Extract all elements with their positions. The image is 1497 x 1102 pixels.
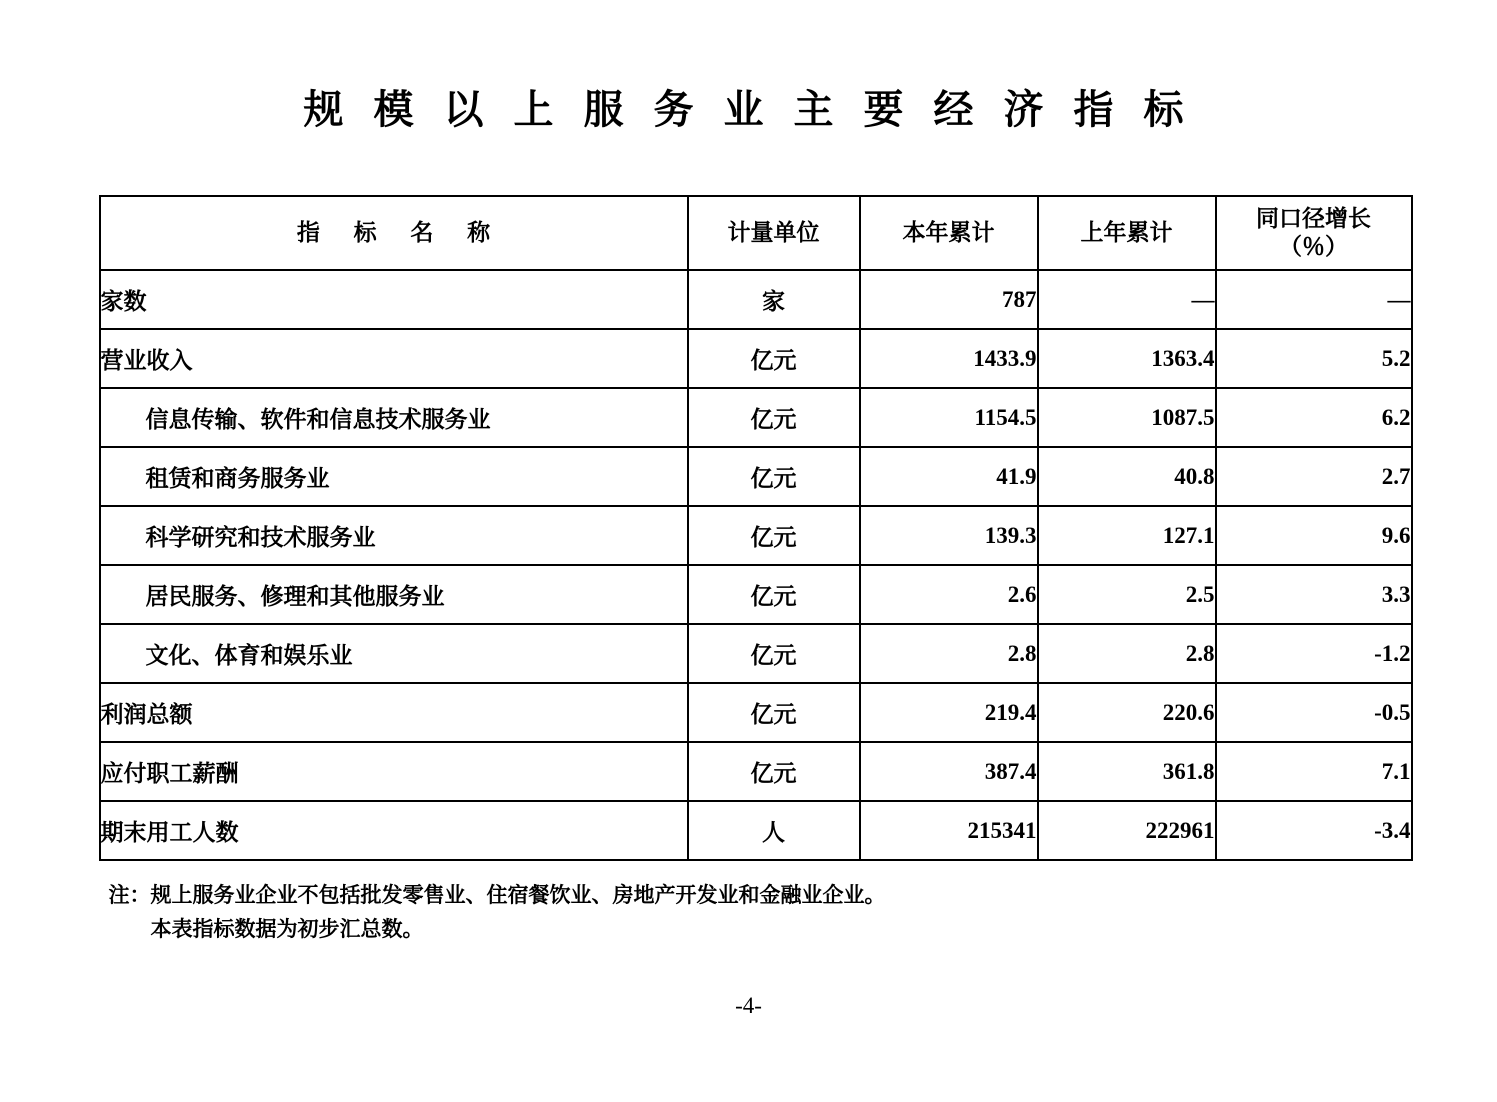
cell-current-year: 219.4: [860, 683, 1038, 742]
table-row: [100, 506, 1412, 565]
table-body: [100, 270, 1412, 860]
cell-previous-year: 40.8: [1038, 447, 1216, 506]
cell-current-year: 215341: [860, 801, 1038, 860]
cell-growth: 9.6: [1216, 506, 1412, 565]
table-header-row: [100, 196, 1412, 270]
cell-current-year: 41.9: [860, 447, 1038, 506]
table-notes: [99, 879, 1399, 946]
cell-unit: 亿元: [688, 624, 860, 683]
column-header-unit: 计量单位: [688, 196, 860, 270]
cell-unit: 亿元: [688, 329, 860, 388]
cell-current-year: 387.4: [860, 742, 1038, 801]
column-header-current-year: 本年累计: [860, 196, 1038, 270]
table-row: [100, 565, 1412, 624]
cell-indicator-name: 信息传输、软件和信息技术服务业: [100, 388, 688, 447]
cell-growth: 7.1: [1216, 742, 1412, 801]
cell-previous-year: 127.1: [1038, 506, 1216, 565]
table-row: [100, 329, 1412, 388]
cell-indicator-name: 租赁和商务服务业: [100, 447, 688, 506]
cell-previous-year: 222961: [1038, 801, 1216, 860]
cell-indicator-name: 期末用工人数: [100, 801, 688, 860]
cell-previous-year: 1087.5: [1038, 388, 1216, 447]
cell-growth: -0.5: [1216, 683, 1412, 742]
cell-previous-year: 220.6: [1038, 683, 1216, 742]
column-header-previous-year: 上年累计: [1038, 196, 1216, 270]
cell-previous-year: 2.5: [1038, 565, 1216, 624]
table-row: [100, 624, 1412, 683]
cell-unit: 亿元: [688, 683, 860, 742]
cell-unit: 亿元: [688, 742, 860, 801]
cell-unit: 人: [688, 801, 860, 860]
cell-previous-year: 1363.4: [1038, 329, 1216, 388]
note-line-2: 本表指标数据为初步汇总数。: [150, 916, 424, 941]
cell-unit: 亿元: [688, 565, 860, 624]
cell-unit: 家: [688, 270, 860, 329]
table-row: [100, 801, 1412, 860]
note-line-1: 注：规上服务业企业不包括批发零售业、住宿餐饮业、房地产开发业和金融业企业。: [108, 883, 886, 907]
cell-indicator-name: 居民服务、修理和其他服务业: [100, 565, 688, 624]
column-header-indicator-name: 指 标 名 称: [100, 196, 688, 270]
document-page: [0, 78, 1497, 1102]
cell-current-year: 2.6: [860, 565, 1038, 624]
cell-current-year: 1433.9: [860, 329, 1038, 388]
cell-growth: 2.7: [1216, 447, 1412, 506]
cell-growth: 5.2: [1216, 329, 1412, 388]
cell-current-year: 1154.5: [860, 388, 1038, 447]
cell-indicator-name: 科学研究和技术服务业: [100, 506, 688, 565]
cell-previous-year: 2.8: [1038, 624, 1216, 683]
cell-growth: 3.3: [1216, 565, 1412, 624]
cell-growth: —: [1216, 270, 1412, 329]
cell-growth: -1.2: [1216, 624, 1412, 683]
indicator-table-container: [99, 195, 1411, 861]
indicator-table: [99, 195, 1413, 861]
cell-indicator-name: 家数: [100, 270, 688, 329]
cell-unit: 亿元: [688, 447, 860, 506]
cell-unit: 亿元: [688, 506, 860, 565]
cell-current-year: 139.3: [860, 506, 1038, 565]
table-row: [100, 683, 1412, 742]
page-title: 规 模 以 上 服 务 业 主 要 经 济 指 标: [303, 87, 1194, 132]
table-row: [100, 447, 1412, 506]
page-number: -4-: [735, 993, 762, 1018]
cell-indicator-name: 利润总额: [100, 683, 688, 742]
cell-unit: 亿元: [688, 388, 860, 447]
cell-growth: -3.4: [1216, 801, 1412, 860]
column-header-growth: [1216, 196, 1412, 270]
table-row: [100, 742, 1412, 801]
table-row: [100, 388, 1412, 447]
cell-previous-year: —: [1038, 270, 1216, 329]
cell-growth: 6.2: [1216, 388, 1412, 447]
cell-indicator-name: 应付职工薪酬: [100, 742, 688, 801]
cell-indicator-name: 营业收入: [100, 329, 688, 388]
column-header-growth-line2: （％）: [1279, 234, 1348, 259]
cell-current-year: 2.8: [860, 624, 1038, 683]
cell-previous-year: 361.8: [1038, 742, 1216, 801]
table-row: [100, 270, 1412, 329]
cell-indicator-name: 文化、体育和娱乐业: [100, 624, 688, 683]
cell-current-year: 787: [860, 270, 1038, 329]
column-header-growth-line1: 同口径增长: [1256, 205, 1371, 231]
table-header: [100, 196, 1412, 270]
